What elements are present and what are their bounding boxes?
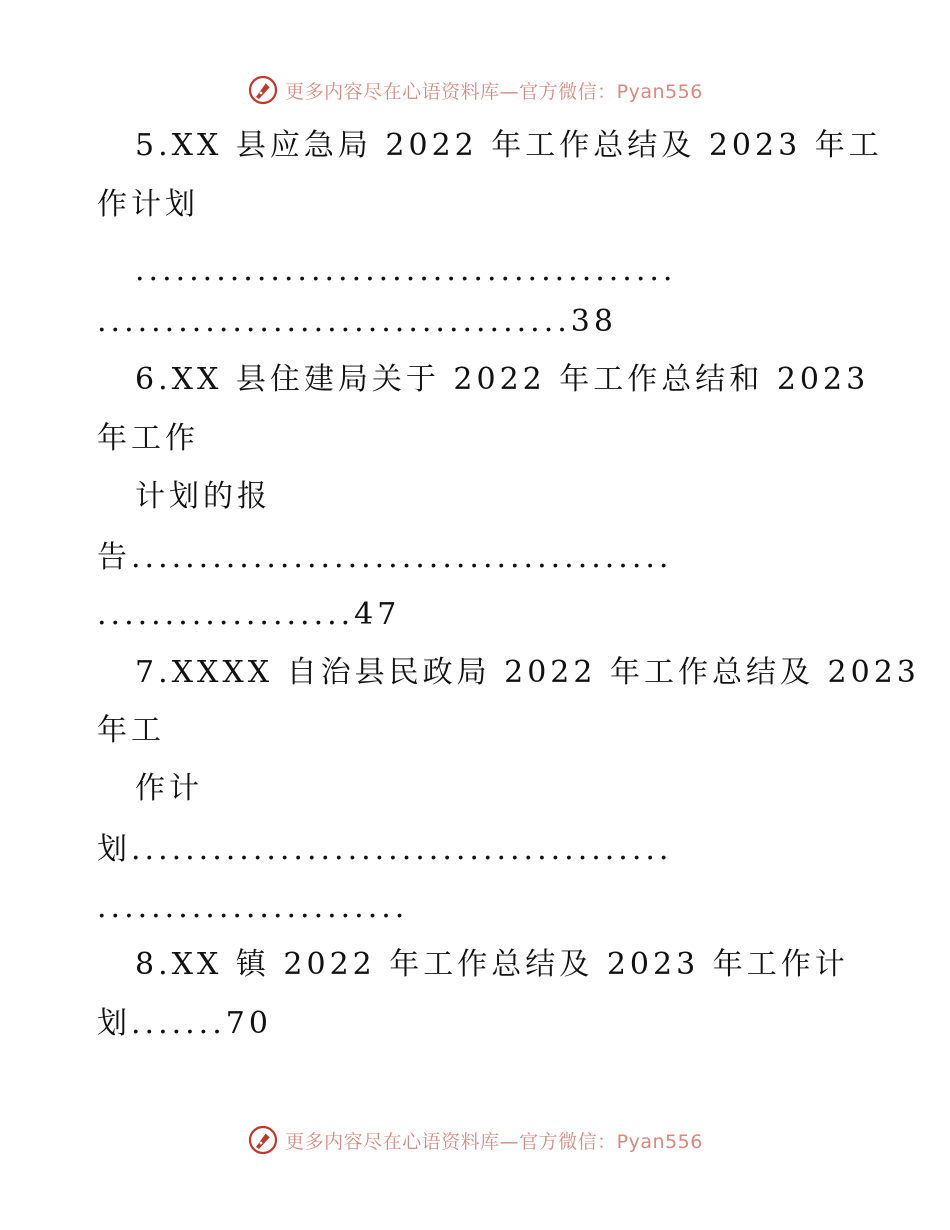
watermark-text: 更多内容尽在心语资料库—官方微信：Pyan556 (285, 1130, 703, 1153)
toc-leader-dots: ....................... (97, 890, 409, 925)
toc-leader-page-number: 划.......70 (97, 1006, 272, 1041)
toc-leader-page-number: ...................47 (97, 597, 401, 632)
toc-entry-title: 7.XXXX 自治县民政局 2022 年工作总结及 2023 (135, 655, 920, 690)
pen-nib-circle-icon (247, 74, 279, 106)
toc-leader-dots: 告........................................ (97, 540, 673, 575)
toc-leader-page-number: ...................................38 (97, 304, 617, 339)
toc-leader-dots: 划........................................ (97, 832, 673, 867)
toc-entry-title-continued: 计划的报 (135, 479, 271, 514)
watermark-banner-bottom (0, 1120, 950, 1160)
toc-entry-title: 8.XX 镇 2022 年工作总结及 2023 年工作计 (135, 947, 849, 982)
watermark-text: 更多内容尽在心语资料库—官方微信：Pyan556 (285, 80, 703, 103)
toc-leader-dots: ........................................ (135, 253, 677, 288)
toc-entry-title-continued: 作计 (135, 771, 203, 806)
pen-nib-circle-icon (247, 1124, 279, 1156)
toc-entry-title: 6.XX 县住建局关于 2022 年工作总结和 2023 (135, 362, 870, 397)
toc-entry-title-continued: 作计划 (97, 187, 199, 222)
toc-entry-title-continued: 年工 (97, 713, 165, 748)
watermark-banner-top (0, 70, 950, 110)
toc-entry-title-continued: 年工作 (97, 421, 199, 456)
toc-entry-title: 5.XX 县应急局 2022 年工作总结及 2023 年工 (135, 128, 883, 163)
